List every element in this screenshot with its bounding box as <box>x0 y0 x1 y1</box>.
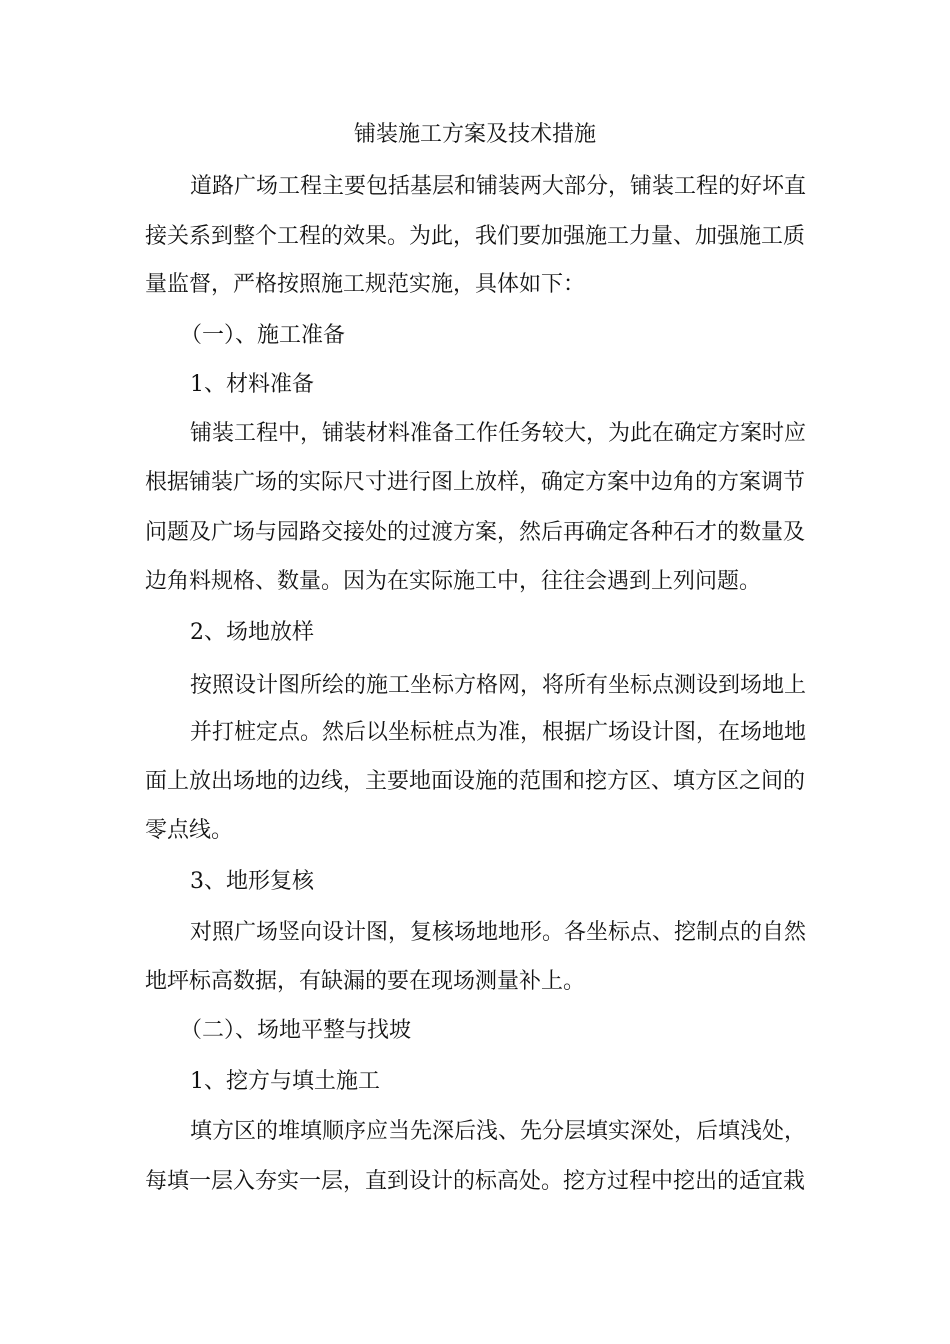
paragraph-line: 面上放出场地的边线，主要地面设施的范围和挖方区、填方区之间的 <box>145 769 806 794</box>
paragraph-line: 接关系到整个工程的效果。为此，我们要加强施工力量、加强施工质 <box>145 224 806 249</box>
paragraph-line: 按照设计图所绘的施工坐标方格网，将所有坐标点测设到场地上 <box>190 673 807 698</box>
paragraph-line: 道路广场工程主要包括基层和铺装两大部分，铺装工程的好坏直 <box>190 174 807 199</box>
paragraph-line: 根据铺装广场的实际尺寸进行图上放样，确定方案中边角的方案调节 <box>145 470 806 495</box>
paragraph-line: 地坪标高数据，有缺漏的要在现场测量补上。 <box>145 969 586 994</box>
section-heading: （二）、场地平整与找坡 <box>180 1018 412 1043</box>
document-title: 铺装施工方案及技术措施 <box>353 122 596 147</box>
paragraph-line: 零点线。 <box>145 818 234 843</box>
paragraph-line: 填方区的堆填顺序应当先深后浅、先分层填实深处，后填浅处， <box>190 1119 807 1144</box>
paragraph-line: 铺装工程中，铺装材料准备工作任务较大，为此在确定方案时应 <box>190 421 807 446</box>
paragraph-line: 问题及广场与园路交接处的过渡方案，然后再确定各种石才的数量及 <box>145 520 806 545</box>
paragraph-line: 每填一层入夯实一层，直到设计的标高处。挖方过程中挖出的适宜栽 <box>145 1169 806 1194</box>
subsection-heading: 3、地形复核 <box>190 869 314 894</box>
paragraph-line: 量监督，严格按照施工规范实施，具体如下： <box>145 272 586 297</box>
paragraph-line: 边角料规格、数量。因为在实际施工中，往往会遇到上列问题。 <box>145 569 762 594</box>
paragraph-line: 对照广场竖向设计图，复核场地地形。各坐标点、挖制点的自然 <box>190 920 807 945</box>
subsection-heading: 2、场地放样 <box>190 620 314 645</box>
paragraph-line: 并打桩定点。然后以坐标桩点为准，根据广场设计图，在场地地 <box>190 720 807 745</box>
subsection-heading: 1、挖方与填土施工 <box>190 1069 380 1094</box>
section-heading: （一）、施工准备 <box>180 323 346 348</box>
subsection-heading: 1、材料准备 <box>190 372 314 397</box>
